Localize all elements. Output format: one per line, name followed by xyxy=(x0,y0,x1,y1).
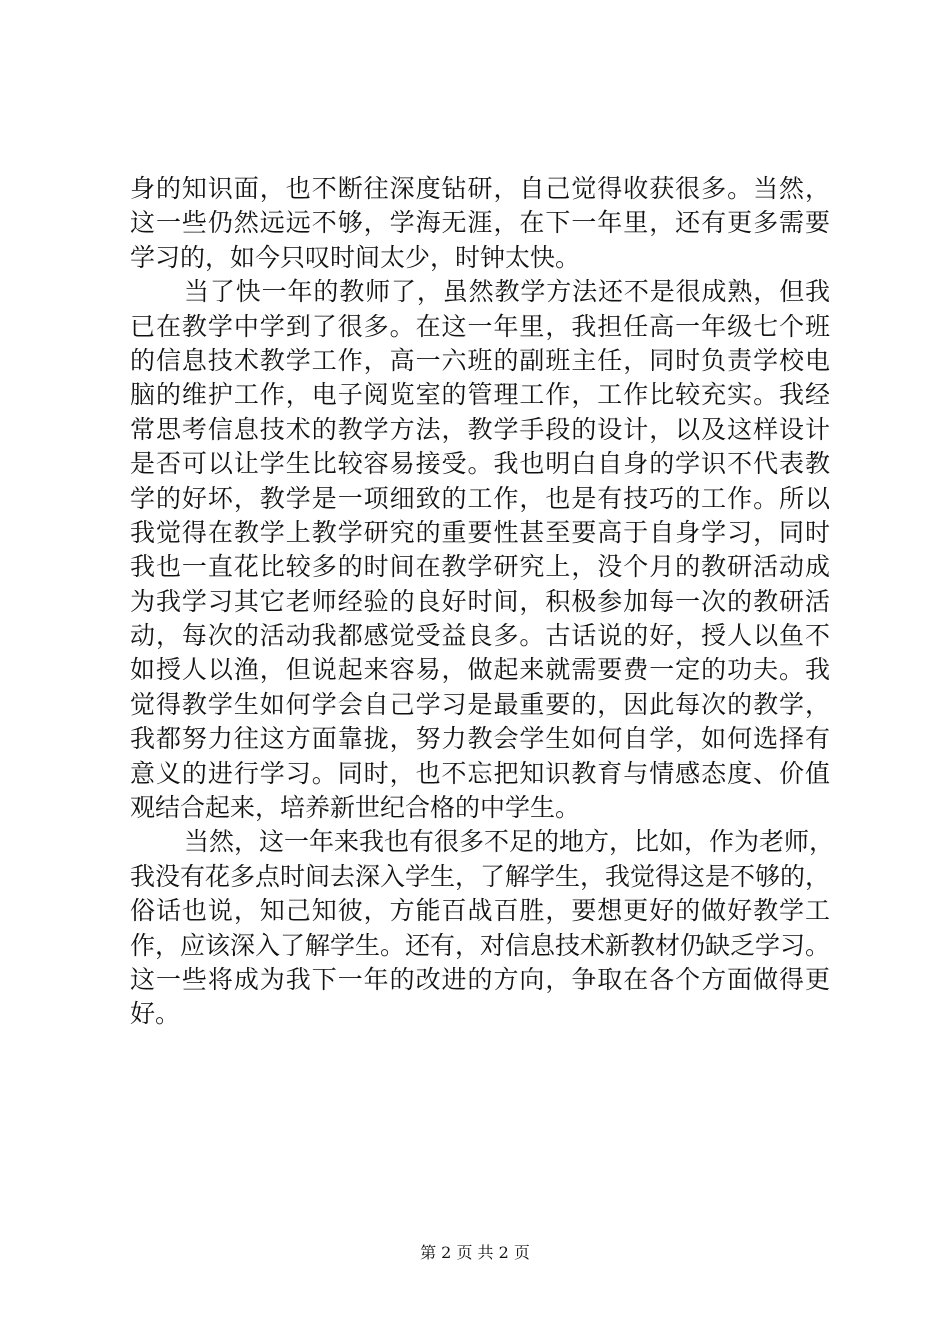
text-line: 身的知识面，也不断往深度钻研，自己觉得收获很多。当然， xyxy=(130,174,830,203)
text-line: 这一些仍然远远不够，学海无涯，在下一年里，还有更多需要 xyxy=(130,208,830,238)
text-line: 动，每次的活动我都感觉受益良多。古话说的好，授人以鱼不 xyxy=(130,621,830,651)
text-line: 当了快一年的教师了，虽然教学方法还不是很成熟，但我 xyxy=(184,277,830,307)
text-line: 为我学习其它老师经验的良好时间，积极参加每一次的教研活 xyxy=(130,586,830,616)
text-line: 好。 xyxy=(130,999,181,1029)
text-line: 当然，这一年来我也有很多不足的地方，比如，作为老师， xyxy=(184,827,835,857)
page-number-footer: 第 2 页 共 2 页 xyxy=(420,1243,530,1262)
text-line: 意义的进行学习。同时，也不忘把知识教育与情感态度、价值 xyxy=(130,758,830,788)
text-line: 如授人以渔，但说起来容易，做起来就需要费一定的功夫。我 xyxy=(130,655,830,685)
text-line: 我也一直花比较多的时间在教学研究上，没个月的教研活动成 xyxy=(130,552,830,582)
text-line: 这一些将成为我下一年的改进的方向，争取在各个方面做得更 xyxy=(130,964,830,994)
text-line: 的信息技术教学工作，高一六班的副班主任，同时负责学校电 xyxy=(130,345,830,375)
text-line: 作，应该深入了解学生。还有，对信息技术新教材仍缺乏学习。 xyxy=(130,930,831,960)
text-line: 常思考信息技术的教学方法，教学手段的设计，以及这样设计 xyxy=(130,414,830,444)
text-line: 觉得教学生如何学会自己学习是最重要的，因此每次的教学， xyxy=(130,689,830,719)
document-body xyxy=(130,172,835,1032)
text-line: 俗话也说，知己知彼，方能百战百胜，要想更好的做好教学工 xyxy=(130,896,830,926)
text-line: 已在教学中学到了很多。在这一年里，我担任高一年级七个班 xyxy=(130,311,830,341)
text-line: 我都努力往这方面靠拢，努力教会学生如何自学，如何选择有 xyxy=(130,724,830,754)
text-line: 是否可以让学生比较容易接受。我也明白自身的学识不代表教 xyxy=(130,449,830,479)
text-line: 学的好坏，教学是一项细致的工作，也是有技巧的工作。所以 xyxy=(130,483,830,513)
text-line: 我觉得在教学上教学研究的重要性甚至要高于自身学习，同时 xyxy=(130,517,830,547)
text-line: 我没有花多点时间去深入学生，了解学生，我觉得这是不够的， xyxy=(130,861,831,891)
text-line: 学习的，如今只叹时间太少，时钟太快。 xyxy=(130,242,581,272)
text-line: 观结合起来，培养新世纪合格的中学生。 xyxy=(130,793,581,823)
text-line: 脑的维护工作，电子阅览室的管理工作，工作比较充实。我经 xyxy=(130,380,830,410)
